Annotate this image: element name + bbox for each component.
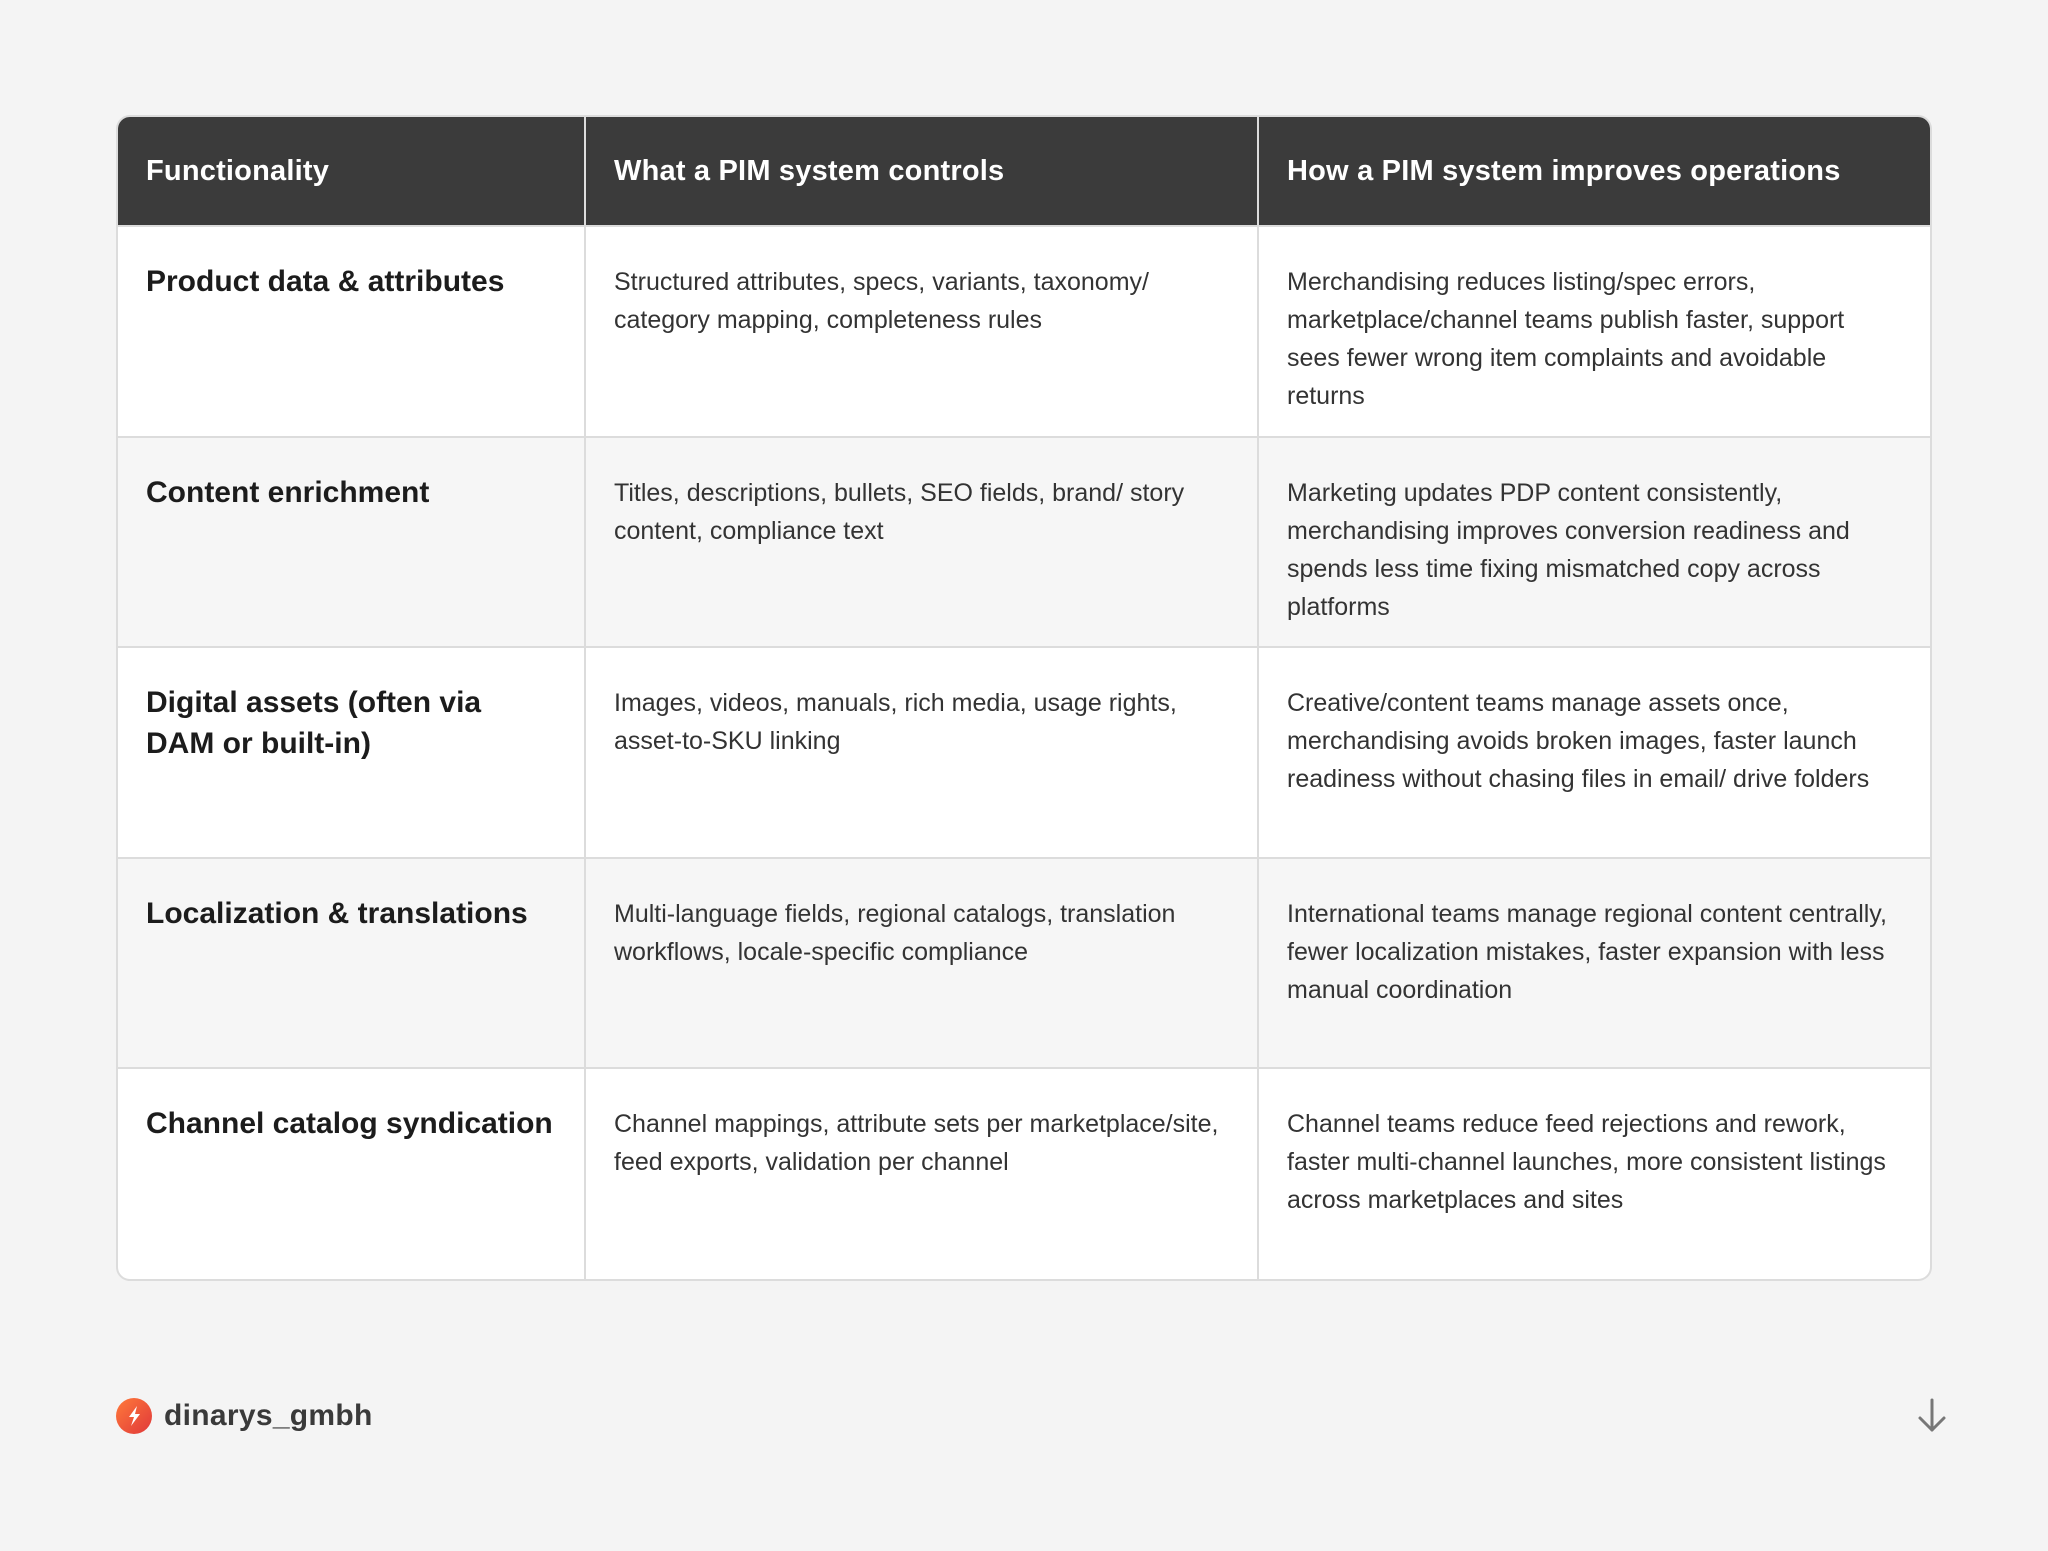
table-row bbox=[118, 437, 1930, 648]
dinarys-logo-icon bbox=[116, 1398, 152, 1434]
cell-controls: Multi-language fields, regional catalogs, translation workflows, locale-specific compliance bbox=[585, 858, 1258, 1069]
cell-controls: Titles, descriptions, bullets, SEO fields, brand/ story content, compliance text bbox=[585, 437, 1258, 648]
table-header-row bbox=[118, 117, 1930, 226]
cell-functionality: Content enrichment bbox=[118, 437, 585, 648]
cell-improvements: Channel teams reduce feed rejections and rework, faster multi-channel launches, more consistent listings across marketplaces and sites bbox=[1258, 1068, 1930, 1279]
table-row bbox=[118, 647, 1930, 858]
cell-functionality: Product data & attributes bbox=[118, 226, 585, 437]
arrow-down-icon[interactable] bbox=[1912, 1396, 1952, 1436]
table-row bbox=[118, 858, 1930, 1069]
cell-functionality: Channel catalog syndication bbox=[118, 1068, 585, 1279]
pim-comparison-table bbox=[118, 117, 1930, 1279]
brand-name: dinarys_gmbh bbox=[164, 1399, 373, 1432]
table-header bbox=[118, 117, 1930, 226]
table-row bbox=[118, 226, 1930, 437]
table-body bbox=[118, 226, 1930, 1279]
header-what-pim-controls: What a PIM system controls bbox=[585, 117, 1258, 226]
table-row bbox=[118, 1068, 1930, 1279]
cell-controls: Channel mappings, attribute sets per marketplace/site, feed exports, validation per channel bbox=[585, 1068, 1258, 1279]
header-functionality: Functionality bbox=[146, 154, 330, 187]
cell-improvements: International teams manage regional content centrally, fewer localization mistakes, faster expansion with less manual coordination bbox=[1258, 858, 1930, 1069]
cell-functionality: Localization & translations bbox=[118, 858, 585, 1069]
cell-improvements: Merchandising reduces listing/spec errors, marketplace/channel teams publish faster, support sees fewer wrong item complaints and avoidable returns bbox=[1258, 226, 1930, 437]
cell-controls: Structured attributes, specs, variants, taxonomy/ category mapping, completeness rules bbox=[585, 226, 1258, 437]
cell-functionality: Digital assets (often via DAM or built-in) bbox=[118, 647, 585, 858]
header-how-pim-improves: How a PIM system improves operations bbox=[1258, 117, 1930, 226]
cell-improvements: Marketing updates PDP content consistently, merchandising improves conversion readiness and spends less time fixing mismatched copy across platforms bbox=[1258, 437, 1930, 648]
footer-brand[interactable] bbox=[116, 1398, 373, 1434]
cell-controls: Images, videos, manuals, rich media, usage rights, asset-to-SKU linking bbox=[585, 647, 1258, 858]
cell-improvements: Creative/content teams manage assets once, merchandising avoids broken images, faster launch readiness without chasing files in email/ drive folders bbox=[1258, 647, 1930, 858]
pim-comparison-table-card bbox=[116, 115, 1932, 1281]
